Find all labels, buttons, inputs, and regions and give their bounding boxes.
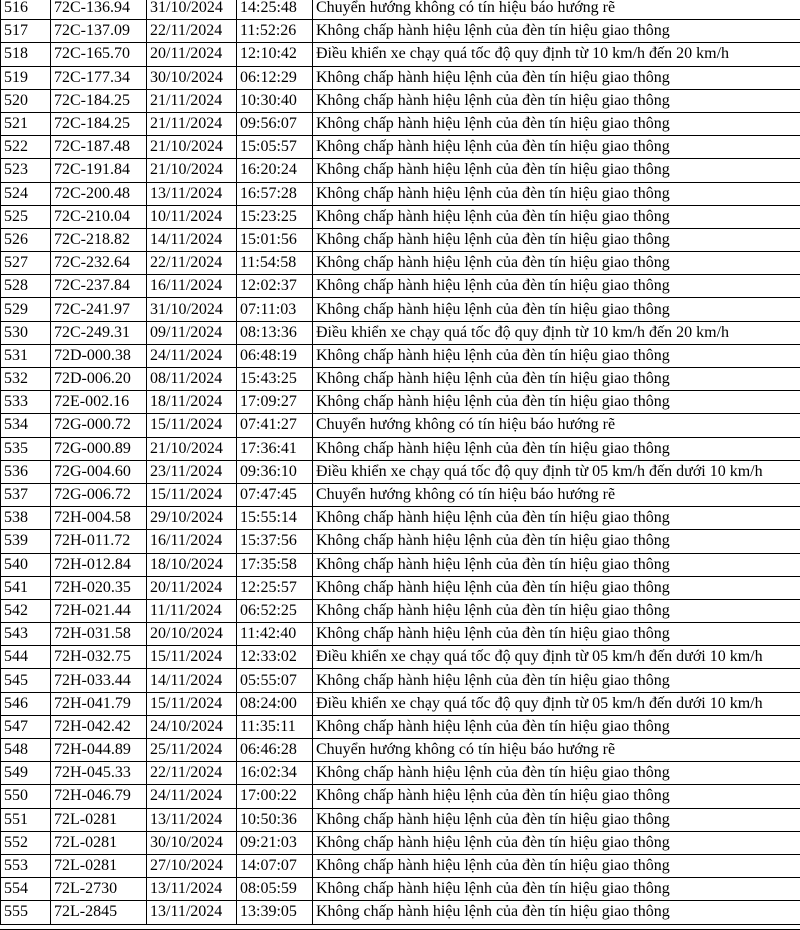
row-number-cell: 544	[1, 646, 51, 669]
license-plate-cell: 72C-184.25	[51, 89, 147, 112]
violation-date-cell: 21/11/2024	[147, 112, 237, 135]
violation-date-cell: 13/11/2024	[147, 182, 237, 205]
license-plate-cell: 72D-006.20	[51, 368, 147, 391]
license-plate-cell: 72C-177.34	[51, 66, 147, 89]
table-row	[1, 576, 800, 599]
table-row	[1, 460, 800, 483]
violation-date-cell: 14/11/2024	[147, 228, 237, 251]
license-plate-cell: 72H-045.33	[51, 762, 147, 785]
license-plate-cell: 72L-0281	[51, 854, 147, 877]
violation-time-cell: 14:25:48	[237, 0, 313, 20]
row-number-cell: 552	[1, 831, 51, 854]
violation-time-cell: 10:50:36	[237, 808, 313, 831]
row-number-cell: 536	[1, 460, 51, 483]
license-plate-cell: 72L-0281	[51, 831, 147, 854]
violation-date-cell: 18/11/2024	[147, 391, 237, 414]
table-row	[1, 0, 800, 20]
table-row	[1, 20, 800, 43]
violation-date-cell: 14/11/2024	[147, 669, 237, 692]
violation-description-cell: Điều khiển xe chạy quá tốc độ quy định từ 05 km/h đến dưới 10 km/h	[313, 460, 800, 483]
license-plate-cell: 72C-210.04	[51, 205, 147, 228]
violation-time-cell: 11:52:26	[237, 20, 313, 43]
violation-description-cell: Không chấp hành hiệu lệnh của đèn tín hiệu giao thông	[313, 599, 800, 622]
violation-time-cell: 15:01:56	[237, 228, 313, 251]
table-row	[1, 182, 800, 205]
violation-description-cell: Không chấp hành hiệu lệnh của đèn tín hiệu giao thông	[313, 623, 800, 646]
row-number-cell: 543	[1, 623, 51, 646]
violation-time-cell: 15:23:25	[237, 205, 313, 228]
violation-time-cell: 06:52:25	[237, 599, 313, 622]
license-plate-cell: 72G-000.72	[51, 414, 147, 437]
violation-time-cell: 15:43:25	[237, 368, 313, 391]
violation-date-cell: 18/10/2024	[147, 553, 237, 576]
license-plate-cell: 72C-187.48	[51, 136, 147, 159]
table-row	[1, 89, 800, 112]
violation-time-cell: 15:55:14	[237, 507, 313, 530]
row-number-cell: 525	[1, 205, 51, 228]
violation-time-cell: 08:24:00	[237, 692, 313, 715]
violation-date-cell: 20/11/2024	[147, 43, 237, 66]
row-number-cell: 524	[1, 182, 51, 205]
violation-date-cell: 20/10/2024	[147, 623, 237, 646]
violation-date-cell: 13/11/2024	[147, 901, 237, 924]
violation-date-cell: 15/11/2024	[147, 646, 237, 669]
row-number-cell: 546	[1, 692, 51, 715]
row-number-cell: 539	[1, 530, 51, 553]
violation-date-cell: 24/10/2024	[147, 715, 237, 738]
violation-time-cell: 11:35:11	[237, 715, 313, 738]
violation-time-cell: 17:36:41	[237, 437, 313, 460]
row-number-cell: 549	[1, 762, 51, 785]
violation-description-cell: Không chấp hành hiệu lệnh của đèn tín hiệu giao thông	[313, 275, 800, 298]
license-plate-cell: 72H-041.79	[51, 692, 147, 715]
violation-time-cell: 06:48:19	[237, 344, 313, 367]
violation-date-cell: 24/11/2024	[147, 344, 237, 367]
violation-date-cell: 31/10/2024	[147, 298, 237, 321]
violation-date-cell: 09/11/2024	[147, 321, 237, 344]
row-number-cell: 528	[1, 275, 51, 298]
table-row	[1, 344, 800, 367]
violation-time-cell: 15:05:57	[237, 136, 313, 159]
row-number-cell: 532	[1, 368, 51, 391]
license-plate-cell: 72C-249.31	[51, 321, 147, 344]
license-plate-cell: 72H-044.89	[51, 739, 147, 762]
violation-description-cell: Chuyển hướng không có tín hiệu báo hướng rẽ	[313, 414, 800, 437]
violation-time-cell: 11:42:40	[237, 623, 313, 646]
violation-description-cell: Chuyển hướng không có tín hiệu báo hướng rẽ	[313, 739, 800, 762]
table-row	[1, 530, 800, 553]
violation-description-cell: Không chấp hành hiệu lệnh của đèn tín hiệu giao thông	[313, 669, 800, 692]
row-number-cell: 520	[1, 89, 51, 112]
row-number-cell: 553	[1, 854, 51, 877]
violation-time-cell: 15:37:56	[237, 530, 313, 553]
license-plate-cell: 72H-020.35	[51, 576, 147, 599]
violation-date-cell: 22/11/2024	[147, 252, 237, 275]
violation-time-cell: 09:21:03	[237, 831, 313, 854]
table-row	[1, 831, 800, 854]
violation-time-cell: 12:02:37	[237, 275, 313, 298]
violation-description-cell: Không chấp hành hiệu lệnh của đèn tín hiệu giao thông	[313, 831, 800, 854]
license-plate-cell: 72H-004.58	[51, 507, 147, 530]
violation-time-cell: 07:41:27	[237, 414, 313, 437]
license-plate-cell: 72H-021.44	[51, 599, 147, 622]
violation-date-cell: 08/11/2024	[147, 368, 237, 391]
license-plate-cell: 72L-2845	[51, 901, 147, 924]
license-plate-cell: 72C-237.84	[51, 275, 147, 298]
table-row	[1, 437, 800, 460]
table-row	[1, 483, 800, 506]
violation-date-cell: 21/11/2024	[147, 89, 237, 112]
violation-time-cell: 09:36:10	[237, 460, 313, 483]
row-number-cell: 550	[1, 785, 51, 808]
violation-date-cell: 27/10/2024	[147, 854, 237, 877]
violation-date-cell: 11/11/2024	[147, 599, 237, 622]
violation-time-cell: 14:07:07	[237, 854, 313, 877]
violation-description-cell: Không chấp hành hiệu lệnh của đèn tín hiệu giao thông	[313, 507, 800, 530]
row-number-cell: 537	[1, 483, 51, 506]
violation-time-cell: 06:46:28	[237, 739, 313, 762]
row-number-cell: 523	[1, 159, 51, 182]
license-plate-cell: 72H-046.79	[51, 785, 147, 808]
violation-date-cell: 15/11/2024	[147, 692, 237, 715]
row-number-cell: 526	[1, 228, 51, 251]
violation-description-cell: Không chấp hành hiệu lệnh của đèn tín hiệu giao thông	[313, 854, 800, 877]
violation-time-cell: 08:05:59	[237, 878, 313, 901]
violation-date-cell: 16/11/2024	[147, 275, 237, 298]
license-plate-cell: 72L-0281	[51, 808, 147, 831]
table-row	[1, 623, 800, 646]
table-row	[1, 275, 800, 298]
violation-time-cell: 16:20:24	[237, 159, 313, 182]
violation-description-cell: Không chấp hành hiệu lệnh của đèn tín hiệu giao thông	[313, 66, 800, 89]
violation-time-cell: 10:30:40	[237, 89, 313, 112]
violation-time-cell: 17:00:22	[237, 785, 313, 808]
license-plate-cell: 72C-218.82	[51, 228, 147, 251]
violation-time-cell: 06:12:29	[237, 66, 313, 89]
table-row	[1, 321, 800, 344]
table-row	[1, 252, 800, 275]
violation-time-cell: 09:56:07	[237, 112, 313, 135]
violation-date-cell: 15/11/2024	[147, 414, 237, 437]
violation-description-cell: Không chấp hành hiệu lệnh của đèn tín hiệu giao thông	[313, 901, 800, 924]
license-plate-cell: 72G-000.89	[51, 437, 147, 460]
license-plate-cell: 72C-200.48	[51, 182, 147, 205]
violation-date-cell: 30/10/2024	[147, 831, 237, 854]
violation-time-cell: 07:11:03	[237, 298, 313, 321]
table-row	[1, 715, 800, 738]
table-row	[1, 66, 800, 89]
violation-description-cell: Không chấp hành hiệu lệnh của đèn tín hiệu giao thông	[313, 530, 800, 553]
table-row	[1, 112, 800, 135]
row-number-cell: 555	[1, 901, 51, 924]
table-row	[1, 762, 800, 785]
license-plate-cell: 72D-000.38	[51, 344, 147, 367]
table-row	[1, 368, 800, 391]
violation-description-cell: Không chấp hành hiệu lệnh của đèn tín hiệu giao thông	[313, 20, 800, 43]
violation-date-cell: 20/11/2024	[147, 576, 237, 599]
violation-time-cell: 13:39:05	[237, 901, 313, 924]
violation-date-cell: 21/10/2024	[147, 136, 237, 159]
table-row	[1, 646, 800, 669]
table-row	[1, 739, 800, 762]
violation-description-cell: Không chấp hành hiệu lệnh của đèn tín hiệu giao thông	[313, 391, 800, 414]
table-row	[1, 414, 800, 437]
table-row	[1, 669, 800, 692]
violation-description-cell: Không chấp hành hiệu lệnh của đèn tín hiệu giao thông	[313, 576, 800, 599]
table-row	[1, 854, 800, 877]
table-row	[1, 298, 800, 321]
row-number-cell: 517	[1, 20, 51, 43]
violation-time-cell: 17:35:58	[237, 553, 313, 576]
violation-description-cell: Không chấp hành hiệu lệnh của đèn tín hiệu giao thông	[313, 762, 800, 785]
violation-date-cell: 31/10/2024	[147, 0, 237, 20]
license-plate-cell: 72C-165.70	[51, 43, 147, 66]
row-number-cell: 541	[1, 576, 51, 599]
violation-date-cell: 22/11/2024	[147, 762, 237, 785]
row-number-cell: 535	[1, 437, 51, 460]
license-plate-cell: 72H-011.72	[51, 530, 147, 553]
violation-description-cell: Điều khiển xe chạy quá tốc độ quy định từ 10 km/h đến 20 km/h	[313, 43, 800, 66]
violation-description-cell: Điều khiển xe chạy quá tốc độ quy định từ 10 km/h đến 20 km/h	[313, 321, 800, 344]
license-plate-cell: 72G-004.60	[51, 460, 147, 483]
table-row	[1, 785, 800, 808]
violation-description-cell: Không chấp hành hiệu lệnh của đèn tín hiệu giao thông	[313, 89, 800, 112]
violation-description-cell: Không chấp hành hiệu lệnh của đèn tín hiệu giao thông	[313, 878, 800, 901]
violation-description-cell: Không chấp hành hiệu lệnh của đèn tín hiệu giao thông	[313, 136, 800, 159]
row-number-cell: 548	[1, 739, 51, 762]
table-row	[1, 878, 800, 901]
violation-description-cell: Không chấp hành hiệu lệnh của đèn tín hiệu giao thông	[313, 715, 800, 738]
violation-date-cell: 13/11/2024	[147, 878, 237, 901]
table-row	[1, 228, 800, 251]
row-number-cell: 542	[1, 599, 51, 622]
license-plate-cell: 72C-241.97	[51, 298, 147, 321]
violation-description-cell: Không chấp hành hiệu lệnh của đèn tín hiệu giao thông	[313, 112, 800, 135]
table-row	[1, 901, 800, 924]
license-plate-cell: 72H-033.44	[51, 669, 147, 692]
table-row	[1, 599, 800, 622]
violation-time-cell: 08:13:36	[237, 321, 313, 344]
table-row	[1, 808, 800, 831]
row-number-cell: 545	[1, 669, 51, 692]
violation-date-cell: 22/11/2024	[147, 20, 237, 43]
violation-date-cell: 10/11/2024	[147, 205, 237, 228]
violation-date-cell: 15/11/2024	[147, 483, 237, 506]
violation-time-cell: 16:02:34	[237, 762, 313, 785]
violation-time-cell: 07:47:45	[237, 483, 313, 506]
row-number-cell: 531	[1, 344, 51, 367]
violation-description-cell: Không chấp hành hiệu lệnh của đèn tín hiệu giao thông	[313, 298, 800, 321]
table-row	[1, 391, 800, 414]
row-number-cell: 534	[1, 414, 51, 437]
violations-table-body	[1, 0, 800, 924]
license-plate-cell: 72L-2730	[51, 878, 147, 901]
violation-date-cell: 30/10/2024	[147, 66, 237, 89]
violation-date-cell: 21/10/2024	[147, 437, 237, 460]
violation-description-cell: Không chấp hành hiệu lệnh của đèn tín hiệu giao thông	[313, 344, 800, 367]
violation-description-cell: Không chấp hành hiệu lệnh của đèn tín hiệu giao thông	[313, 252, 800, 275]
license-plate-cell: 72H-012.84	[51, 553, 147, 576]
violation-description-cell: Chuyển hướng không có tín hiệu báo hướng rẽ	[313, 0, 800, 20]
table-row	[1, 159, 800, 182]
row-number-cell: 533	[1, 391, 51, 414]
violation-description-cell: Không chấp hành hiệu lệnh của đèn tín hiệu giao thông	[313, 368, 800, 391]
violation-date-cell: 29/10/2024	[147, 507, 237, 530]
license-plate-cell: 72C-137.09	[51, 20, 147, 43]
violation-description-cell: Chuyển hướng không có tín hiệu báo hướng rẽ	[313, 483, 800, 506]
license-plate-cell: 72C-184.25	[51, 112, 147, 135]
violation-date-cell: 23/11/2024	[147, 460, 237, 483]
violation-description-cell: Điều khiển xe chạy quá tốc độ quy định từ 05 km/h đến dưới 10 km/h	[313, 646, 800, 669]
row-number-cell: 540	[1, 553, 51, 576]
violation-date-cell: 21/10/2024	[147, 159, 237, 182]
row-number-cell: 522	[1, 136, 51, 159]
violation-description-cell: Không chấp hành hiệu lệnh của đèn tín hiệu giao thông	[313, 437, 800, 460]
table-row	[1, 507, 800, 530]
row-number-cell: 518	[1, 43, 51, 66]
row-number-cell: 547	[1, 715, 51, 738]
violation-date-cell: 13/11/2024	[147, 808, 237, 831]
violation-time-cell: 17:09:27	[237, 391, 313, 414]
row-number-cell: 554	[1, 878, 51, 901]
license-plate-cell: 72H-032.75	[51, 646, 147, 669]
violation-time-cell: 05:55:07	[237, 669, 313, 692]
license-plate-cell: 72C-232.64	[51, 252, 147, 275]
violation-time-cell: 12:10:42	[237, 43, 313, 66]
license-plate-cell: 72E-002.16	[51, 391, 147, 414]
table-row	[1, 553, 800, 576]
row-number-cell: 530	[1, 321, 51, 344]
row-number-cell: 519	[1, 66, 51, 89]
row-number-cell: 551	[1, 808, 51, 831]
license-plate-cell: 72G-006.72	[51, 483, 147, 506]
violation-time-cell: 11:54:58	[237, 252, 313, 275]
table-row	[1, 692, 800, 715]
violation-description-cell: Không chấp hành hiệu lệnh của đèn tín hiệu giao thông	[313, 205, 800, 228]
violation-time-cell: 12:33:02	[237, 646, 313, 669]
violation-description-cell: Không chấp hành hiệu lệnh của đèn tín hiệu giao thông	[313, 182, 800, 205]
violation-date-cell: 24/11/2024	[147, 785, 237, 808]
table-row	[1, 136, 800, 159]
license-plate-cell: 72H-031.58	[51, 623, 147, 646]
row-number-cell: 516	[1, 0, 51, 20]
license-plate-cell: 72C-136.94	[51, 0, 147, 20]
table-row	[1, 43, 800, 66]
row-number-cell: 521	[1, 112, 51, 135]
row-number-cell: 538	[1, 507, 51, 530]
row-number-cell: 527	[1, 252, 51, 275]
violation-description-cell: Không chấp hành hiệu lệnh của đèn tín hiệu giao thông	[313, 159, 800, 182]
violation-date-cell: 25/11/2024	[147, 739, 237, 762]
violation-description-cell: Không chấp hành hiệu lệnh của đèn tín hiệu giao thông	[313, 808, 800, 831]
violation-time-cell: 12:25:57	[237, 576, 313, 599]
violation-time-cell: 16:57:28	[237, 182, 313, 205]
row-number-cell: 529	[1, 298, 51, 321]
violation-date-cell: 16/11/2024	[147, 530, 237, 553]
table-row	[1, 205, 800, 228]
license-plate-cell: 72H-042.42	[51, 715, 147, 738]
license-plate-cell: 72C-191.84	[51, 159, 147, 182]
violation-description-cell: Không chấp hành hiệu lệnh của đèn tín hiệu giao thông	[313, 553, 800, 576]
violation-description-cell: Không chấp hành hiệu lệnh của đèn tín hiệu giao thông	[313, 785, 800, 808]
violation-description-cell: Điều khiển xe chạy quá tốc độ quy định từ 05 km/h đến dưới 10 km/h	[313, 692, 800, 715]
violation-description-cell: Không chấp hành hiệu lệnh của đèn tín hiệu giao thông	[313, 228, 800, 251]
